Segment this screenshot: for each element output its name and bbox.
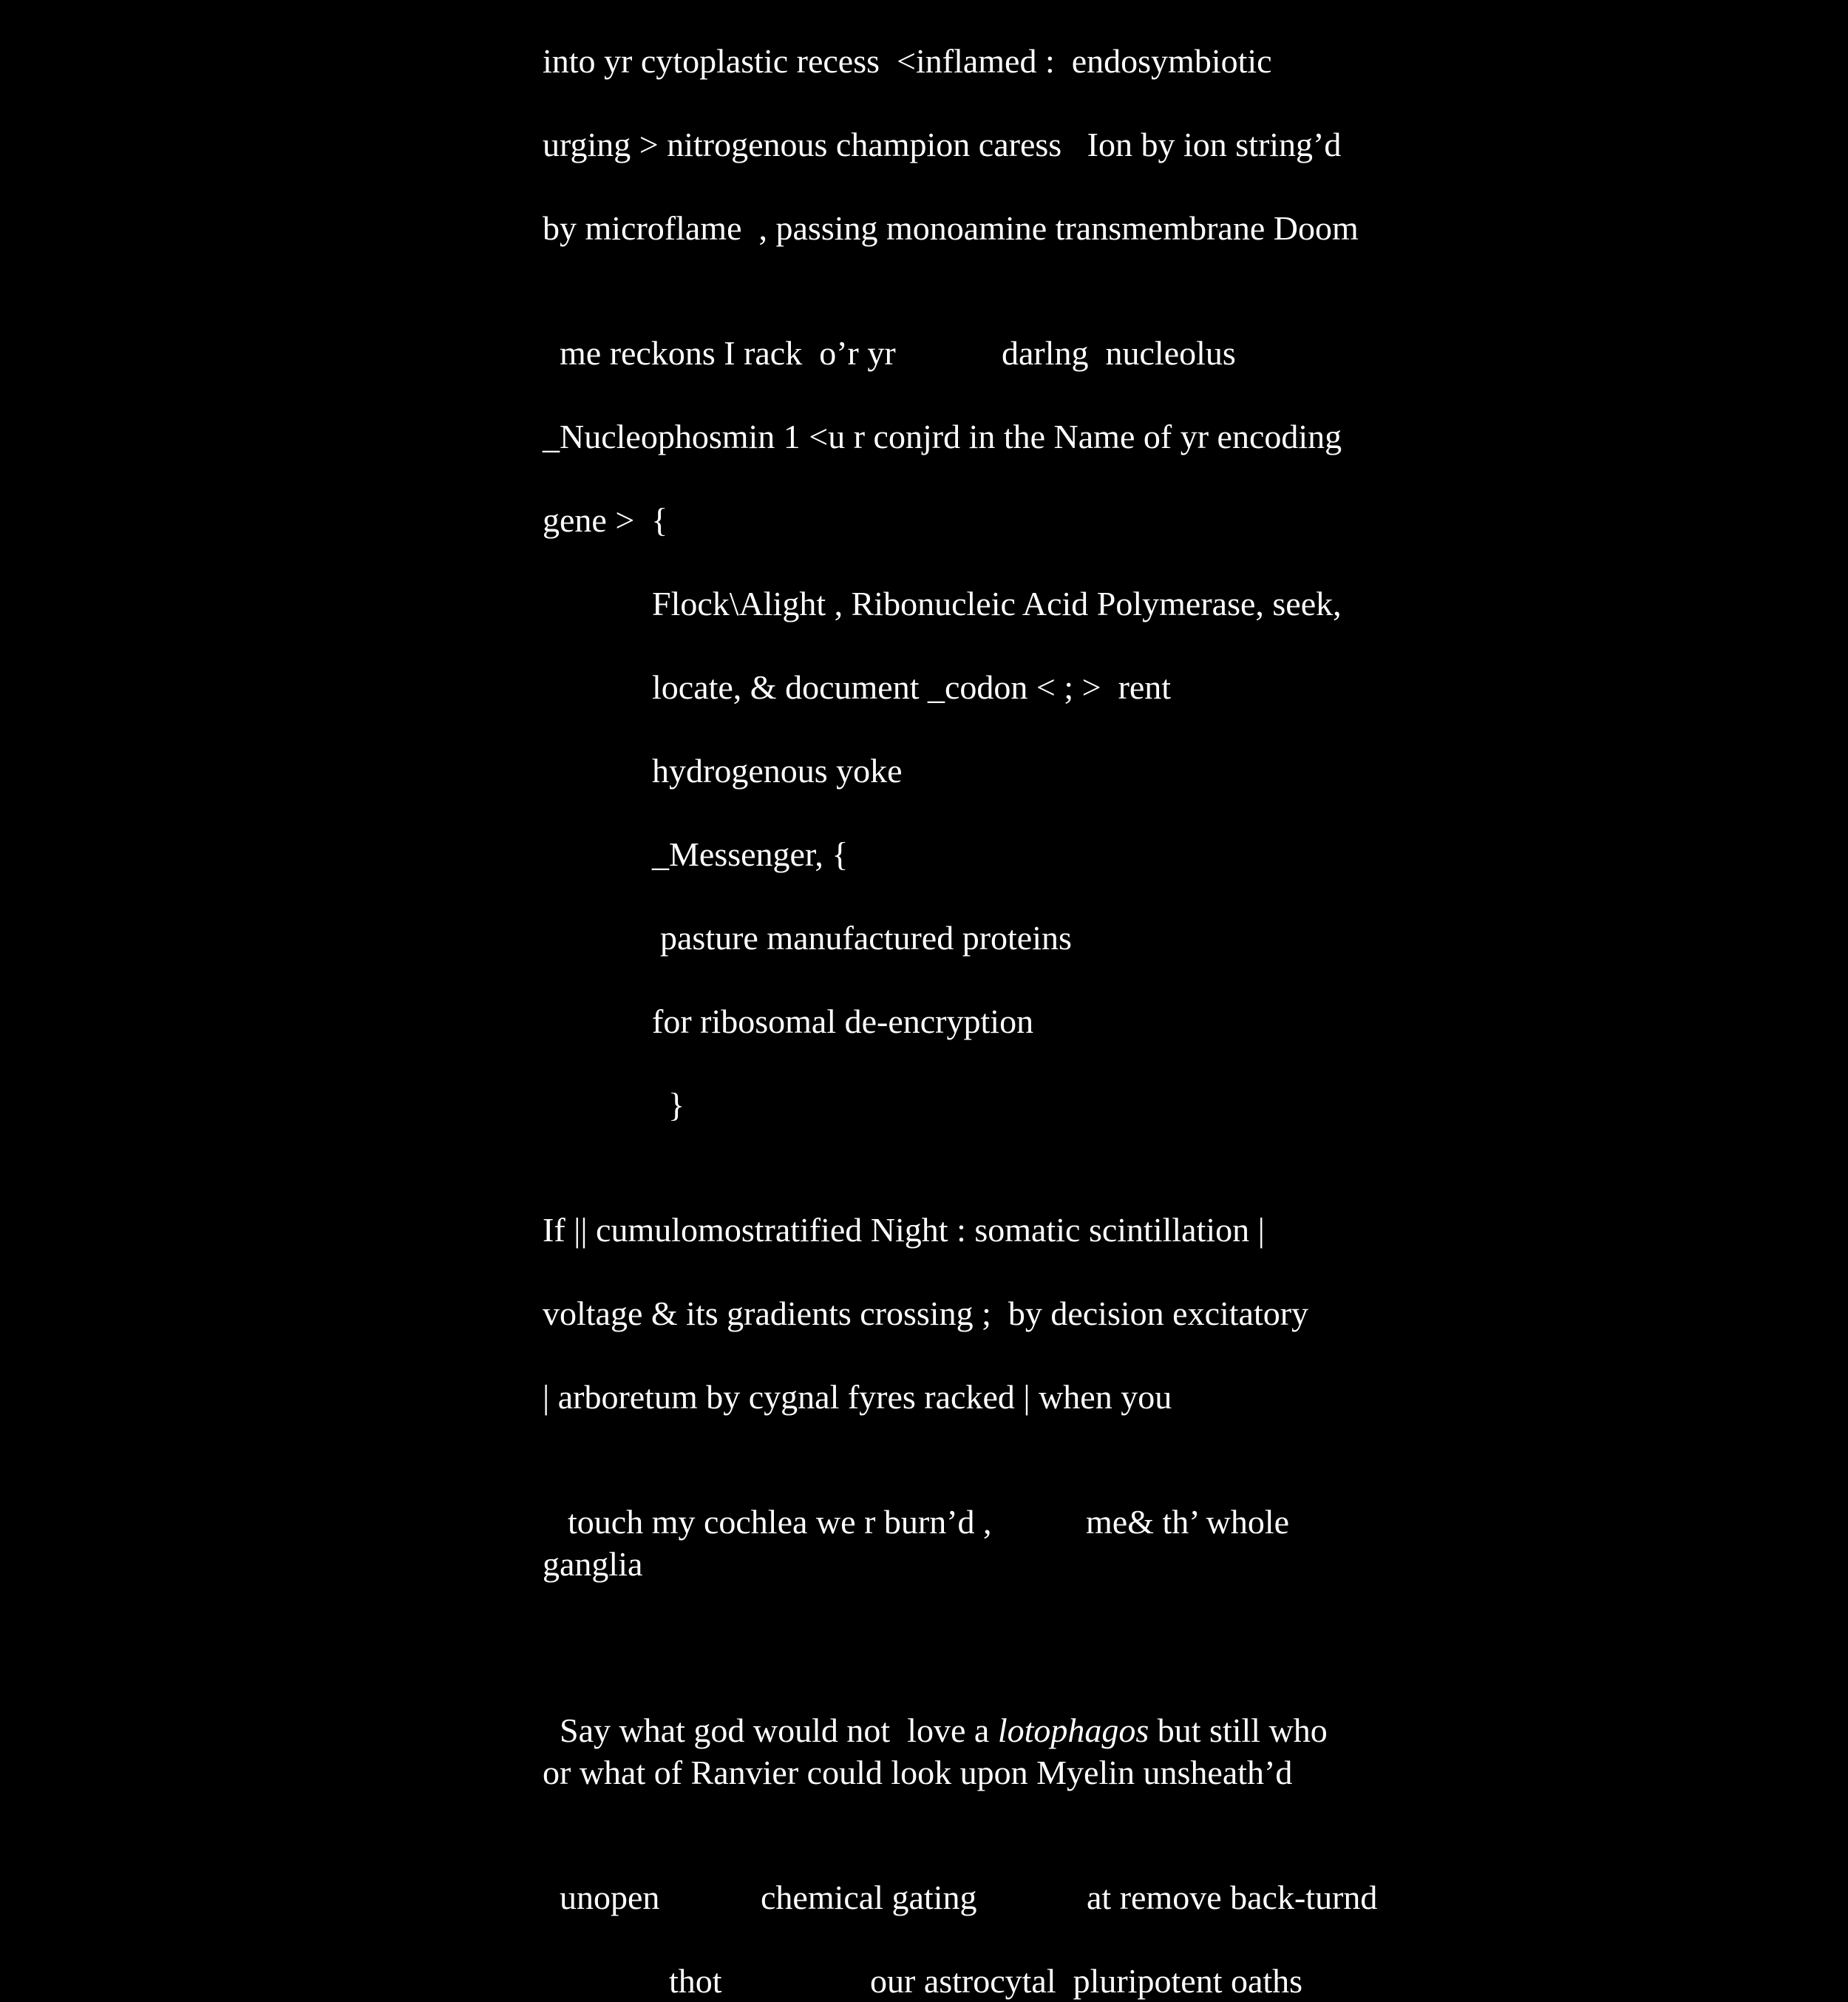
poem-line-segment: unopen: [560, 1879, 660, 1916]
poem-line: voltage & its gradients crossing ; by decision excitatory: [543, 1294, 1309, 1332]
poem-line: }: [668, 1086, 685, 1124]
poem-line: gene > {: [543, 501, 668, 539]
poem-line-segment: touch my cochlea we r burn’d ,: [568, 1503, 992, 1541]
poem-line-segment: darlng nucleolus: [1002, 334, 1236, 372]
poem-line: Flock\Alight , Ribonucleic Acid Polymerase, seek,: [652, 585, 1342, 622]
poem-line: for ribosomal de-encryption: [652, 1002, 1034, 1040]
poem-line-segment: Say what god would not love a: [560, 1711, 998, 1749]
poem-line: by microflame , passing monoamine transmembrane Doom: [543, 209, 1359, 247]
poem-line: locate, & document _codon < ; > rent: [652, 668, 1172, 706]
poem-line: pasture manufactured proteins: [660, 919, 1072, 957]
poem-line: [543, 291, 1236, 374]
poem-line-segment: our astrocytal pluripotent oaths: [870, 1962, 1303, 2000]
poem-line: [551, 1460, 1290, 1543]
poem-line: hydrogenous yoke: [652, 752, 903, 790]
poem-line-italic-word: lotophagos: [997, 1711, 1149, 1749]
poem-line-segment: me& th’ whole: [1086, 1503, 1290, 1541]
poem-line-segment: me reckons I rack o’r yr: [560, 334, 896, 372]
poem-line: [543, 1836, 1378, 1918]
poem-line-segment: but still who: [1149, 1711, 1328, 1749]
poem-line-segment: thot: [669, 1962, 722, 2000]
poem-line: or what of Ranvier could look upon Myelin unsheath’d: [543, 1754, 1293, 1791]
poem-line-segment: at remove back-turnd: [1087, 1879, 1378, 1916]
poem-line: [543, 1669, 1328, 1751]
poem-line: | arboretum by cygnal fyres racked | when you: [543, 1378, 1172, 1416]
poem-line: _Nucleophosmin 1 <u r conjrd in the Name of yr encoding: [543, 418, 1342, 455]
poem-line: ganglia: [543, 1545, 643, 1583]
poem-line: [652, 1919, 1303, 2002]
poem-line: urging > nitrogenous champion caress Ion by ion string’d: [543, 126, 1342, 163]
poem-line: _Messenger, {: [652, 835, 849, 873]
poem-line: If || cumulomostratified Night : somatic scintillation |: [543, 1211, 1265, 1249]
poem-line: into yr cytoplastic recess <inflamed : endosymbiotic: [543, 42, 1272, 80]
poem-line-segment: chemical gating: [761, 1879, 977, 1916]
